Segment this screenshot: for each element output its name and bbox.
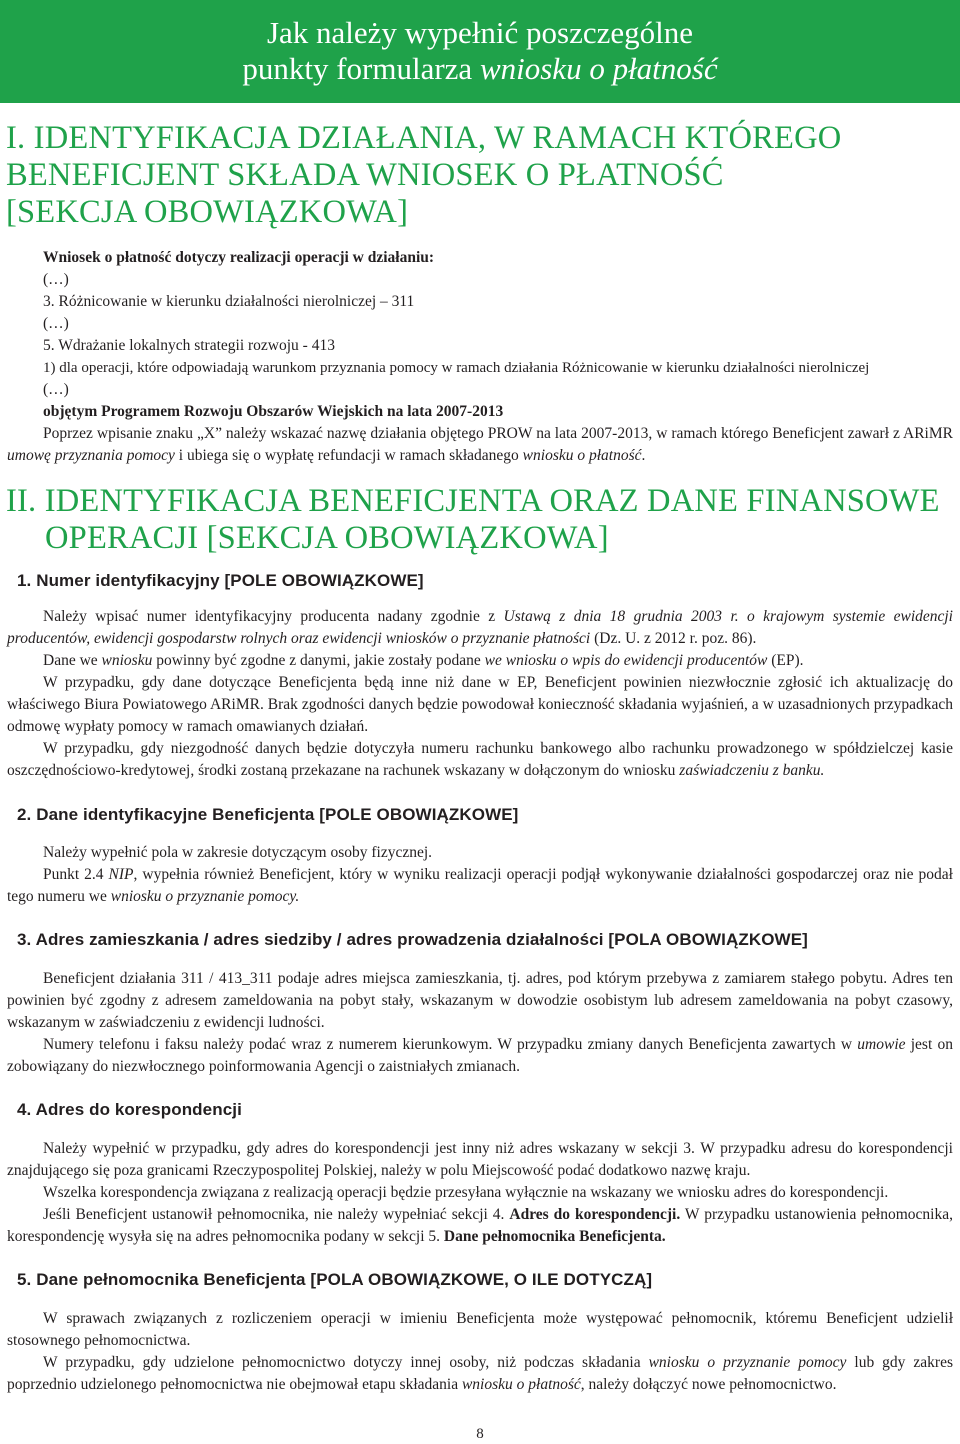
subsection-4-body: Należy wypełnić w przypadku, gdy adres do korespondencji jest inny niż adres wskazany w sekcji 3. W przypadku adresu do korespondencji znajdującego się poza granicami Rzeczypospolitej Polskiej, należy w polu Miejscowość podać dodatkowo nazwę kraju. Wszelka korespondencja związana z realizacją operacji będzie przesyłana wyłącznie na wskazany we wniosku adres do korespondencji. Jeśli Beneficjent ustanowił pełnomocnika, nie należy wypełniać sekcji 4. Adres do korespondencji. W przypadku ustanowienia pełnomocnika, korespondencję wysyła się na adres pełnomocnika podany w sekcji 5. Dane pełnomocnika Beneficjenta. xyxy=(7,1140,953,1245)
section-2-heading: II. IDENTYFIKACJA BENEFICJENTA ORAZ DANE FINANSOWE OPERACJI [SEKCJA OBOWIĄZKOWA] xyxy=(6,483,940,556)
action-item-413-1: 1) dla operacji, które odpowiadają warunkom przyznania pomocy w ramach działania Różnicowanie w kierunku działalności nierolniczej xyxy=(43,360,870,376)
section-1-heading: I. IDENTYFIKACJA DZIAŁANIA, W RAMACH KTÓREGO BENEFICJENT SKŁADA WNIOSEK O PŁATNOŚĆ [SEKCJA OBOWIĄZKOWA] xyxy=(6,120,842,230)
subsection-5-body: W sprawach związanych z rozliczeniem operacji w imieniu Beneficjenta może występować pełnomocnik, któremu Beneficjent udzielił stosownego pełnomocnictwa. W przypadku, gdy udzielone pełnomocnictwo dotyczy innej osoby, niż podczas składania wniosku o przyznanie pomocy lub gdy zakres poprzednio udzielonego pełnomocnictwa nie obejmował etapu składania wniosku o płatność, należy dołączyć nowe pełnomocnictwo. xyxy=(7,1310,953,1393)
subsection-5-title: 5. Dane pełnomocnika Beneficjenta [POLA OBOWIĄZKOWE, O ILE DOTYCZĄ] xyxy=(17,1270,653,1289)
page-title: Jak należy wypełnić poszczególne punkty formularza wniosku o płatność xyxy=(242,15,718,86)
subsection-2-body: Należy wypełnić pola w zakresie dotyczącym osoby fizycznej. Punkt 2.4 NIP, wypełnia również Beneficjent, który w wyniku realizacji operacji podjął wykonywanie działalności gospodarczej oraz nie podał tego numeru we wniosku o przyznanie pomocy. xyxy=(7,844,953,905)
subsection-1-title: 1. Numer identyfikacyjny [POLE OBOWIĄZKOWE] xyxy=(17,571,424,590)
intro-text: Wniosek o płatność dotyczy realizacji operacji w działaniu: xyxy=(43,249,435,266)
program-name: objętym Programem Rozwoju Obszarów Wiejskich na lata 2007-2013 xyxy=(43,403,504,420)
section-1-paragraph: Poprzez wpisanie znaku „X” należy wskazać nazwę działania objętego PROW na lata 2007-2013, w ramach którego Beneficjent zawarł z ARiMR umowę przyznania pomocy i ubiega się o wypłatę refundacji w ramach składanego wniosku o płatność. xyxy=(7,425,953,464)
page-number: 8 xyxy=(476,1426,484,1442)
subsection-3-title: 3. Adres zamieszkania / adres siedziby / adres prowadzenia działalności [POLA OBOWIĄZKOWE] xyxy=(17,930,808,949)
action-item-413: 5. Wdrażanie lokalnych strategii rozwoju - 413 xyxy=(43,337,335,354)
action-item-311: 3. Różnicowanie w kierunku działalności nierolniczej – 311 xyxy=(43,293,415,310)
subsection-3-body: Beneficjent działania 311 / 413_311 podaje adres miejsca zamieszkania, tj. adres, pod którym przebywa z zamiarem stałego pobytu. Adres ten powinien być zgodny z adresem zameldowania na pobyt stały, wskazanym w dowodzie osobistym lub adresem zameldowania na pobyt czasowy, wskazanym w zaświadczeniu z ewidencji ludności. Numery telefonu i faksu należy podać wraz z numerem kierunkowym. W przypadku zmiany danych Beneficjenta zawartych w umowie jest on zobowiązany do niezwłocznego poinformowania Agencji o zaistniałych zmianach. xyxy=(7,970,953,1075)
subsection-1-body: Należy wpisać numer identyfikacyjny producenta nadany zgodnie z Ustawą z dnia 18 grudnia 2003 r. o krajowym systemie ewidencji producentów, ewidencji gospodarstw rolnych oraz ewidencji wniosków o przyznanie płatności (Dz. U. z 2012 r. poz. 86). Dane we wniosku powinny być zgodne z danymi, jakie zostały podane we wniosku o wpis do ewidencji producentów (EP). W przypadku, gdy dane dotyczące Beneficjenta będą inne niż dane w EP, Beneficjent powinien niezwłocznie zgłosić ich aktualizację do właściwego Biura Powiatowego ARiMR. Brak zgodności danych będzie powodował konieczność składania wyjaśnień, a w uzasadnionych przypadkach odmowę wypłaty pomocy w ramach omawianych działań. W przypadku, gdy niezgodność danych będzie dotyczyła numeru rachunku bankowego albo rachunku prowadzonego w spółdzielczej kasie oszczędnościowo-kredytowej, środki zostaną przekazane na rachunek wskazany w dołączonym do wniosku zaświadczeniu z banku. xyxy=(7,608,953,779)
section-1-body: Wniosek o płatność dotyczy realizacji operacji w działaniu: (…) 3. Różnicowanie w kierunku działalności nierolniczej – 311 (…) 5. Wdrażanie lokalnych strategii rozwoju - 413 1) dla operacji, które odpowiadają warunkom przyznania pomocy w ramach działania Różnicowanie w kierunku działalności nierolniczej (…) objętym Programem Rozwoju Obszarów Wiejskich na lata 2007-2013 Poprzez wpisanie znaku „X” należy wskazać nazwę działania objętego PROW na lata 2007-2013, w ramach którego Beneficjent zawarł z ARiMR umowę przyznania pomocy i ubiega się o wypłatę refundacji w ramach składanego wniosku o płatność. xyxy=(7,247,953,467)
title-banner xyxy=(0,0,960,103)
subsection-4-title: 4. Adres do korespondencji xyxy=(17,1100,242,1119)
subsection-2-title: 2. Dane identyfikacyjne Beneficjenta [POLE OBOWIĄZKOWE] xyxy=(17,805,519,824)
